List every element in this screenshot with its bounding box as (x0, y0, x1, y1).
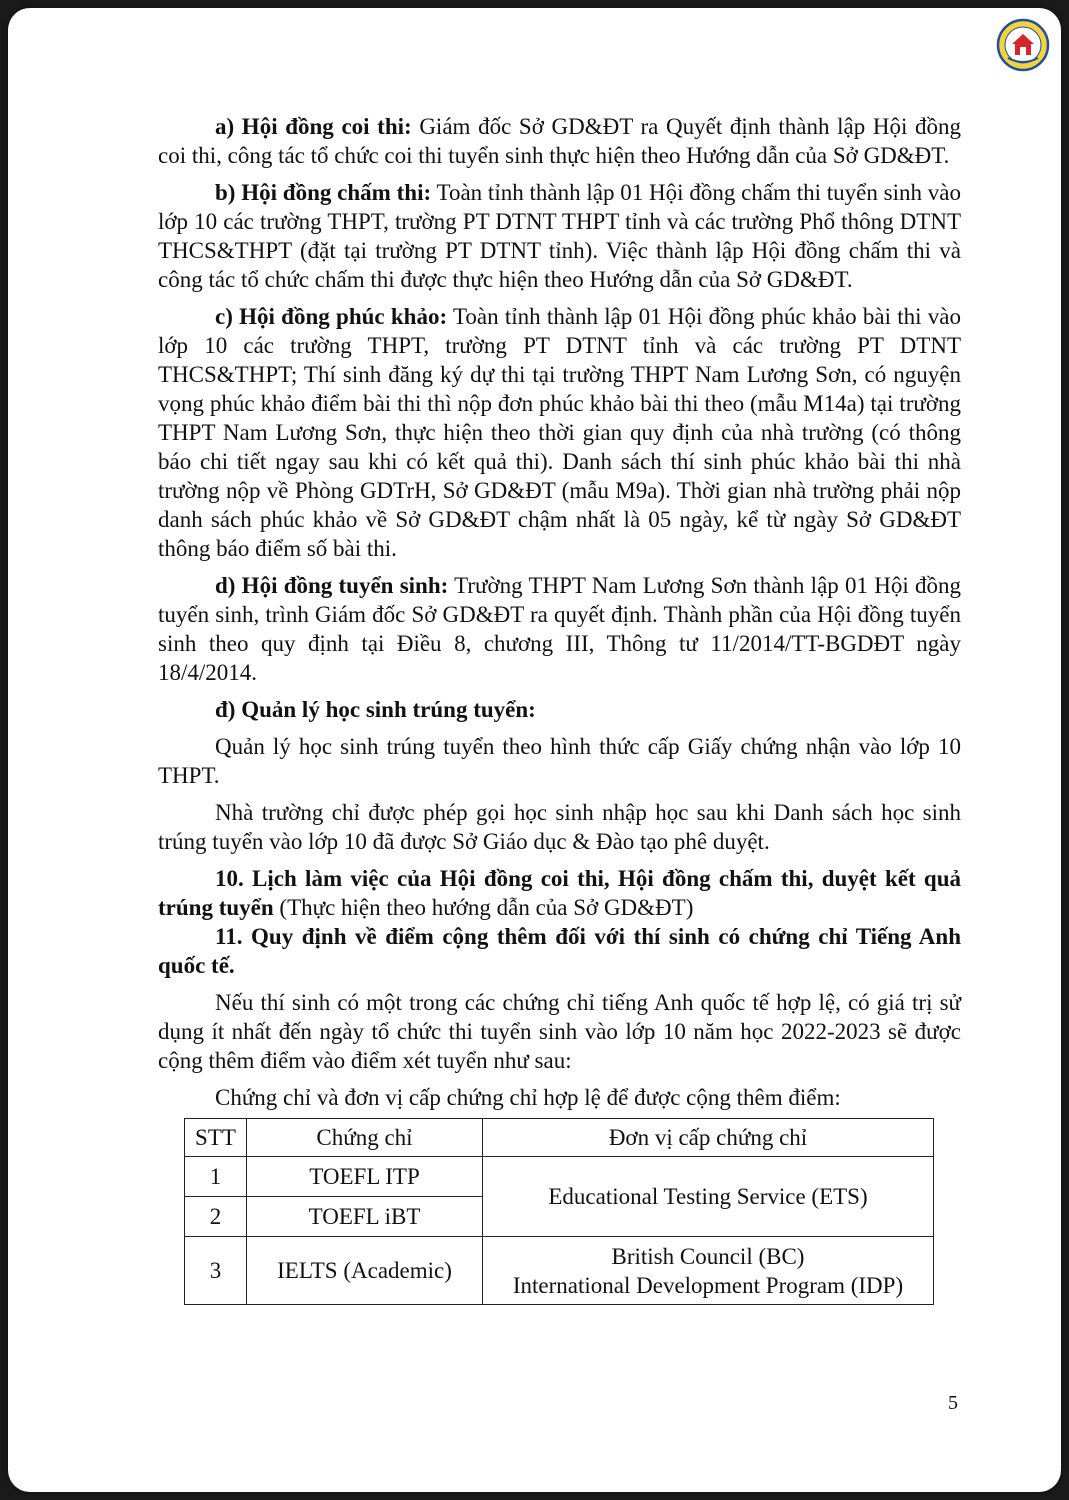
section-10-heading: 10. Lịch làm việc của Hội đồng coi thi, Hội đồng chấm thi, duyệt kết quả trúng tuyển (158, 866, 961, 920)
table-cell-cert: IELTS (Academic) (247, 1237, 483, 1305)
section-d-text: Trường THPT Nam Lương Sơn thành lập 01 Hội đồng tuyển sinh, trình Giám đốc Sở GD&ĐT ra quyết định. Thành phần của Hội đồng tuyển sinh theo quy định tại Điều 8, chương III, Thông tư 11/2014/TT-BGDĐT ngày 18/4/2014. (158, 573, 961, 685)
section-b-heading: b) Hội đồng chấm thi: (215, 180, 432, 205)
section-10 (158, 864, 961, 922)
section-11-paragraph-2: Chứng chỉ và đơn vị cấp chứng chỉ hợp lệ để được cộng thêm điểm: (215, 1085, 841, 1110)
table-cell-stt: 3 (185, 1237, 247, 1305)
table-cell-stt: 1 (185, 1157, 247, 1197)
table-header-cert: Chứng chỉ (247, 1119, 483, 1157)
section-dd-heading: đ) Quản lý học sinh trúng tuyển: (215, 697, 536, 722)
section-dd-paragraph-2: Nhà trường chỉ được phép gọi học sinh nhập học sau khi Danh sách học sinh trúng tuyển vào lớp 10 đã được Sở Giáo dục & Đào tạo phê duyệt. (158, 800, 961, 854)
table-row (185, 1237, 934, 1305)
issuer-bc: British Council (BC) (611, 1243, 805, 1269)
certificate-table (184, 1118, 934, 1305)
issuer-idp: International Development Program (IDP) (512, 1272, 904, 1298)
section-11-heading: 11. Quy định về điểm cộng thêm đối với thí sinh có chứng chỉ Tiếng Anh quốc tế. (158, 924, 961, 978)
section-d (158, 571, 961, 687)
section-c-text: Toàn tỉnh thành lập 01 Hội đồng phúc khảo bài thi vào lớp 10 các trường THPT, trường PT DTNT tỉnh và các trường PT DTNT THCS&THPT; Thí sinh đăng ký dự thi tại trường THPT Nam Lương Sơn, có nguyện vọng phúc khảo điểm bài thi thì nộp đơn phúc khảo bài thi theo (mẫu M14a) tại trường THPT Nam Lương Sơn, thực hiện theo thời gian quy định của nhà trường (có thông báo chi tiết ngay sau khi có kết quả thi). Danh sách thí sinh phúc khảo bài thi nhà trường nộp về Phòng GDTrH, Sở GD&ĐT (mẫu M9a). Thời gian nhà trường phải nộp danh sách phúc khảo về Sở GD&ĐT chậm nhất là 05 ngày, kể từ ngày Sở GD&ĐT thông báo điểm số bài thi. (158, 304, 962, 561)
table-header-stt: STT (185, 1119, 247, 1157)
table-cell-cert: TOEFL iBT (247, 1197, 483, 1237)
table-cell-issuer (483, 1237, 934, 1305)
section-c (158, 302, 961, 563)
document-page (8, 8, 1061, 1492)
section-dd-paragraph-1: Quản lý học sinh trúng tuyển theo hình thức cấp Giấy chứng nhận vào lớp 10 THPT. (158, 734, 961, 788)
table-cell-cert: TOEFL ITP (247, 1157, 483, 1197)
section-b (158, 178, 961, 294)
table-header-issuer: Đơn vị cấp chứng chỉ (483, 1119, 934, 1157)
section-a-heading: a) Hội đồng coi thi: (215, 114, 412, 139)
section-a-text: Giám đốc Sở GD&ĐT ra Quyết định thành lập Hội đồng coi thi, công tác tổ chức coi thi tuyển sinh thực hiện theo Hướng dẫn của Sở GD&ĐT. (158, 114, 962, 168)
document-body (158, 112, 961, 1305)
table-cell-issuer: Educational Testing Service (ETS) (483, 1157, 934, 1237)
section-d-heading: d) Hội đồng tuyển sinh: (215, 573, 449, 598)
section-a (158, 112, 961, 170)
section-b-text: Toàn tỉnh thành lập 01 Hội đồng chấm thi tuyển sinh vào lớp 10 các trường THPT, trường PT DTNT THPT tỉnh và các trường Phổ thông DTNT THCS&THPT (đặt tại trường PT DTNT tỉnh). Việc thành lập Hội đồng chấm thi và công tác tổ chức chấm thi được thực hiện theo Hướng dẫn của Sở GD&ĐT. (158, 180, 961, 292)
table-cell-stt: 2 (185, 1197, 247, 1237)
page-number: 5 (948, 1392, 958, 1414)
table-header-row (185, 1119, 934, 1157)
table-row (185, 1157, 934, 1197)
section-10-text: (Thực hiện theo hướng dẫn của Sở GD&ĐT) (273, 895, 694, 920)
section-c-heading: c) Hội đồng phúc khảo: (215, 304, 448, 329)
school-emblem-icon (996, 18, 1050, 72)
section-11-paragraph-1: Nếu thí sinh có một trong các chứng chỉ tiếng Anh quốc tế hợp lệ, có giá trị sử dụng ít nhất đến ngày tổ chức thi tuyển sinh vào lớp 10 năm học 2022-2023 sẽ được cộng thêm điểm vào điểm xét tuyển như sau: (158, 990, 961, 1073)
